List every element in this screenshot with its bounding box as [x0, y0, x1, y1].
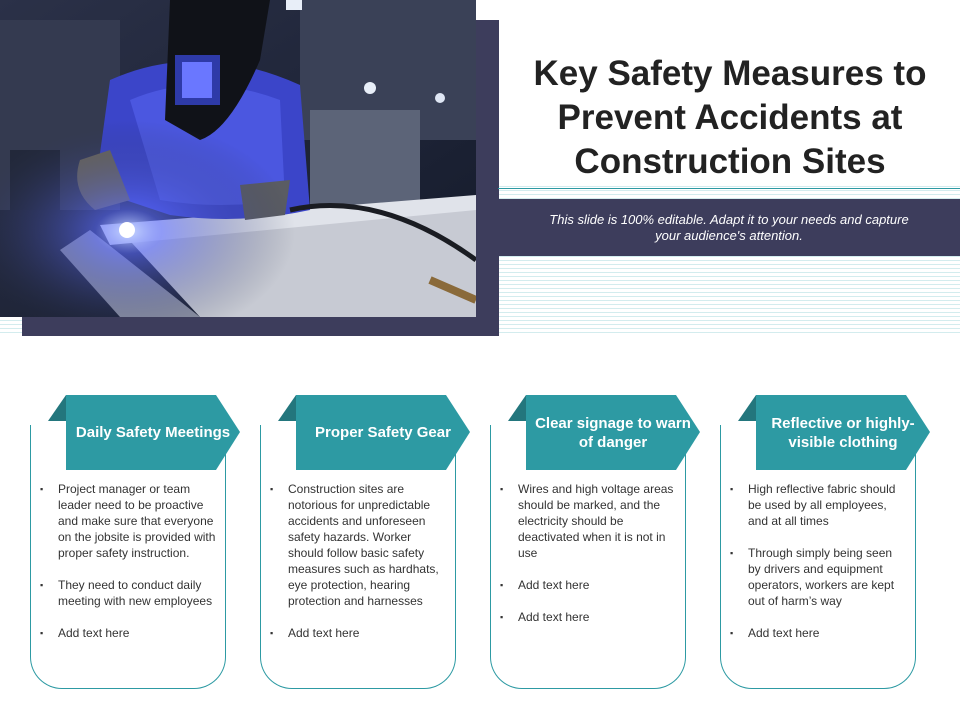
card-reflective-clothing — [720, 395, 916, 690]
list-item: ▪ They need to conduct daily meeting with new employees — [40, 577, 218, 609]
card-list — [730, 481, 908, 657]
card-list — [270, 481, 448, 657]
card-daily-safety-meetings — [30, 395, 231, 690]
card-heading: Proper Safety Gear — [315, 424, 451, 441]
list-item: ▪ Construction sites are notorious for unpredictable accidents and unforeseen safety hazards. Worker should follow basic safety measures such as hardhats, eye protection, hearing protection and harnesses — [270, 481, 448, 609]
welder-photo — [0, 0, 476, 317]
card-list — [500, 481, 678, 641]
list-item: ▪ Add text here — [500, 577, 678, 593]
card-header — [738, 395, 930, 470]
list-item: ▪ Project manager or team leader need to be proactive and make sure that everyone on the jobsite is provided with proper safety instruction. — [40, 481, 218, 561]
subtitle-text: This slide is 100% editable. Adapt it to your needs and capture your audience's attention. — [549, 211, 909, 243]
list-item: ▪ High reflective fabric should be used by all employees, and at all times — [730, 481, 908, 529]
page-title: Key Safety Measures to Prevent Accidents at Construction Sites — [533, 54, 927, 181]
card-proper-safety-gear — [260, 395, 456, 690]
card-header — [508, 395, 700, 470]
subtitle-bar — [498, 199, 960, 256]
list-item: ▪ Wires and high voltage areas should be marked, and the electricity should be deactivated when it is not in use — [500, 481, 678, 561]
card-header — [48, 395, 240, 470]
list-item: ▪ Add text here — [500, 609, 678, 625]
card-heading: Reflective or highly-visible clothing — [771, 414, 915, 451]
card-heading: Clear signage to warn of danger — [535, 414, 691, 451]
list-item: ▪ Through simply being seen by drivers and equipment operators, workers are kept out of harm’s way — [730, 545, 908, 609]
list-item: ▪ Add text here — [730, 625, 908, 641]
list-item: ▪ Add text here — [40, 625, 218, 641]
list-item: ▪ Add text here — [270, 625, 448, 641]
title-divider — [498, 188, 960, 189]
card-list — [40, 481, 218, 657]
card-clear-signage — [490, 395, 691, 690]
card-header — [278, 395, 470, 470]
card-heading: Daily Safety Meetings — [75, 424, 231, 441]
